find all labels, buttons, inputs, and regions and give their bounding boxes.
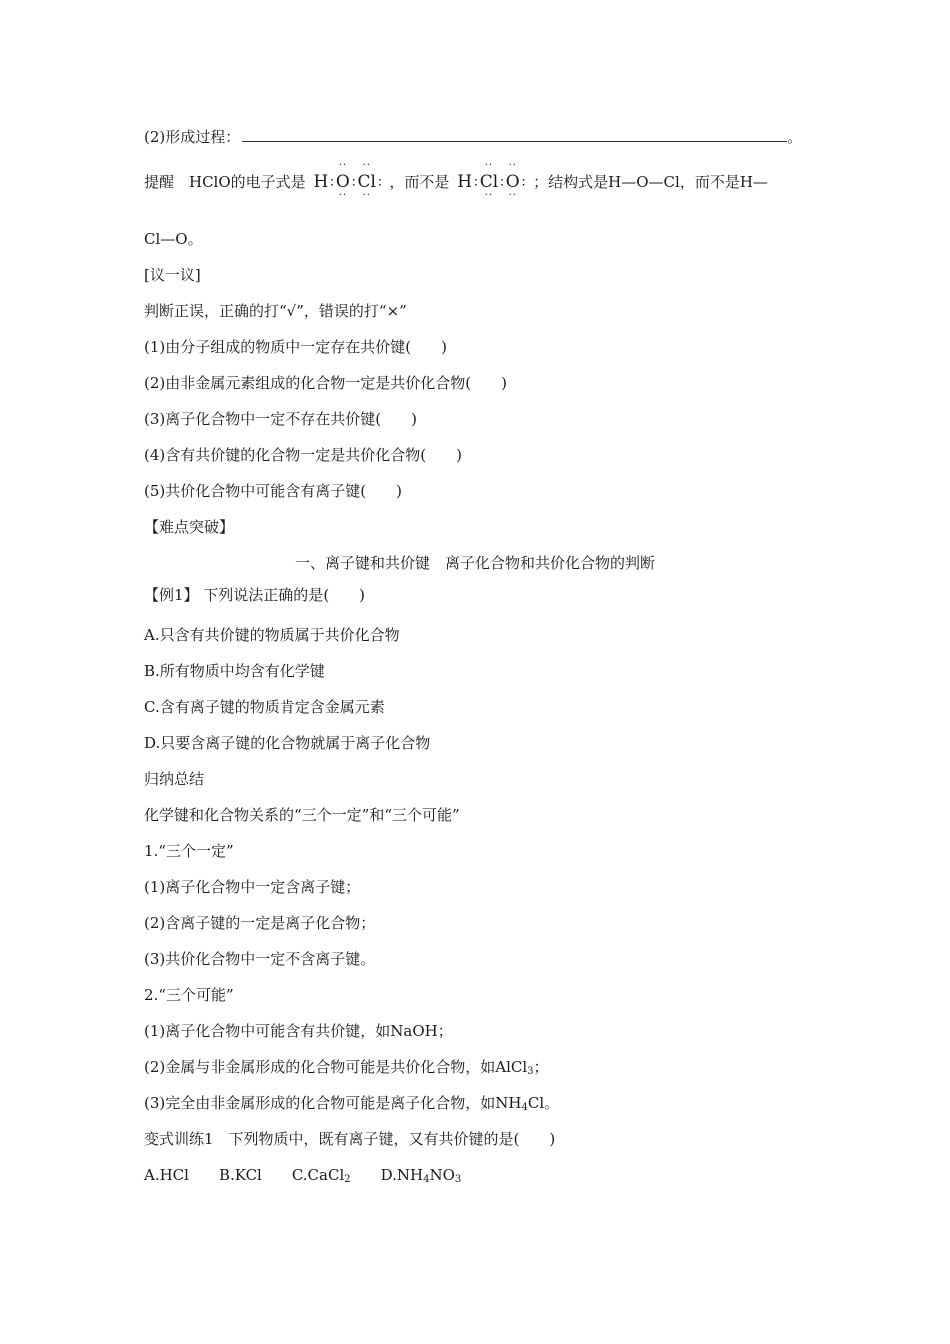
summary-item: (1)离子化合物中可能含有共价键，如NaOH；: [144, 1022, 453, 1040]
lewis-atom: ·· O ··: [335, 160, 350, 201]
summary-heading-2: 2.“三个可能”: [144, 986, 234, 1004]
summary-heading-1: 1.“三个一定”: [144, 842, 234, 860]
summary-item: (1)离子化合物中一定含离子键；: [144, 878, 361, 896]
example1-option: A.只含有共价键的物质属于共价化合物: [144, 626, 400, 644]
discuss-instruction: 判断正误，正确的打“√”，错误的打“×”: [144, 302, 407, 320]
hclo-correct-lewis: H ∶ ·· O ·· ∶ ·· Cl ·· ∶: [313, 160, 382, 201]
discuss-item: (2)由非金属元素组成的化合物一定是共价化合物( ): [144, 374, 507, 392]
example1-option: B.所有物质中均含有化学键: [144, 662, 325, 680]
formation-label: (2)形成过程：: [144, 128, 241, 146]
summary-item: (2)金属与非金属形成的化合物可能是共价化合物，如AlCl$_3$；: [144, 1058, 549, 1077]
summary-item: (2)含离子键的一定是离子化合物；: [144, 914, 376, 932]
reminder-continuation: Cl—O。: [144, 230, 203, 248]
reminder-mid: ，而不是: [389, 173, 450, 191]
formation-process-line: [144, 127, 802, 147]
discuss-item: (1)由分子组成的物质中一定存在共价键( ): [144, 338, 447, 356]
lewis-atom: ·· O ··: [505, 160, 520, 201]
variant1-option-c: C.CaCl$_2$: [291, 1166, 351, 1185]
summary-subtitle: 化学键和化合物关系的“三个一定”和“三个可能”: [144, 806, 460, 824]
breakthrough-heading: 【难点突破】: [144, 518, 235, 536]
summary-title: 归纳总结: [144, 770, 205, 788]
variant1-option-a: A.HCl: [144, 1166, 189, 1184]
reminder-prefix: 提醒 HClO的电子式是: [144, 173, 306, 191]
discuss-item: (4)含有共价键的化合物一定是共价化合物( ): [144, 446, 462, 464]
formation-blank[interactable]: [242, 127, 787, 142]
discuss-item: (3)离子化合物中一定不存在共价键( ): [144, 410, 417, 428]
formation-end: 。: [787, 128, 803, 146]
variant1-question: 变式训练1 下列物质中，既有离子键，又有共价键的是( ): [144, 1130, 556, 1148]
lewis-atom: ·· Cl ··: [479, 160, 499, 201]
reminder-line: [144, 160, 768, 201]
section-title: 一、离子键和共价键 离子化合物和共价化合物的判断: [294, 554, 655, 572]
example1-option: C.含有离子键的物质肯定含金属元素: [144, 698, 385, 716]
discuss-item: (5)共价化合物中可能含有离子键( ): [144, 482, 402, 500]
lewis-atom: H: [457, 172, 473, 192]
variant1-option-d: $D.NH_4NO_3$: [380, 1166, 462, 1185]
summary-item: (3)共价化合物中一定不含离子键。: [144, 950, 376, 968]
reminder-suffix: ；结构式是H—O—Cl，而不是H—: [533, 173, 768, 191]
discuss-title: [议一议]: [144, 266, 201, 284]
hclo-wrong-lewis: H ∶ ·· Cl ·· ∶ ·· O ·· ∶: [457, 160, 526, 201]
lewis-atom: ·· Cl ··: [357, 160, 376, 201]
example1-question: 【例1】 下列说法正确的是( ): [144, 586, 366, 604]
example1-option: D.只要含离子键的化合物就属于离子化合物: [144, 734, 431, 752]
lewis-atom: H: [313, 172, 329, 192]
variant1-options: [144, 1165, 491, 1190]
variant1-option-b: B.KCl: [218, 1166, 262, 1184]
summary-item: (3)完全由非金属形成的化合物可能是离子化合物，如$NH_4Cl$。: [144, 1094, 560, 1113]
